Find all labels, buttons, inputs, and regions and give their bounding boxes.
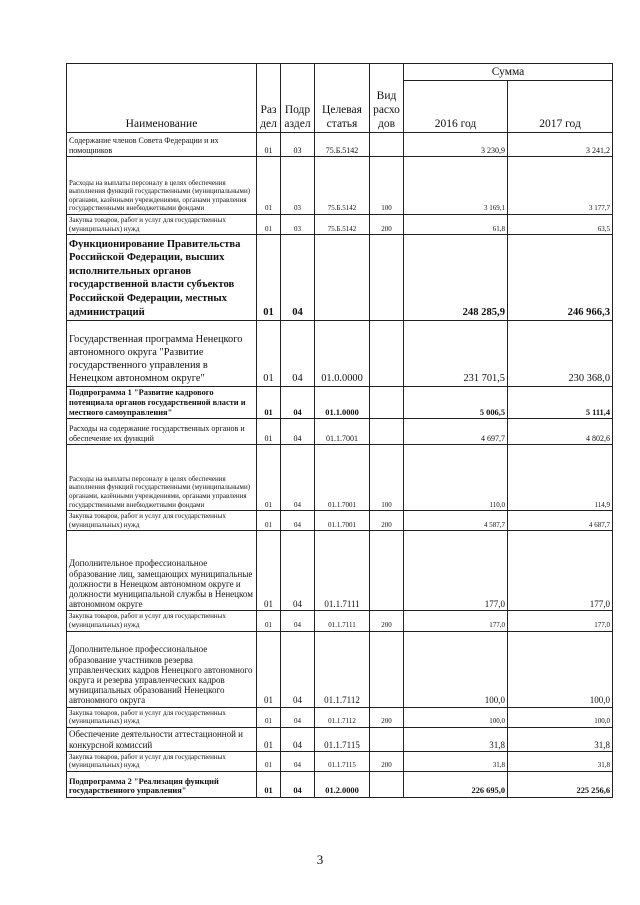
cell-vid: 200 xyxy=(370,751,404,771)
cell-2017: 177,0 xyxy=(508,611,613,631)
cell-podrazdel: 04 xyxy=(281,321,315,387)
cell-celevaya: 75.Б.5142 xyxy=(315,133,370,157)
cell-celevaya: 01.1.7115 xyxy=(315,727,370,751)
cell-name: Государственная программа Ненецкого автономного округа "Развитие государственного управления в Ненецком автономном округе" xyxy=(67,321,257,387)
cell-razdel: 01 xyxy=(257,727,281,751)
cell-2016: 31,8 xyxy=(404,727,508,751)
cell-podrazdel: 04 xyxy=(281,631,315,707)
cell-2016: 248 285,9 xyxy=(404,235,508,321)
table-row xyxy=(67,611,613,631)
cell-razdel: 01 xyxy=(257,511,281,531)
table-body xyxy=(67,133,613,798)
cell-2017: 3 241,2 xyxy=(508,133,613,157)
table-row xyxy=(67,235,613,321)
cell-podrazdel: 04 xyxy=(281,727,315,751)
cell-podrazdel: 03 xyxy=(281,215,315,235)
cell-2016: 3 230,9 xyxy=(404,133,508,157)
cell-podrazdel: 04 xyxy=(281,445,315,511)
cell-celevaya: 01.1.7001 xyxy=(315,511,370,531)
cell-razdel: 01 xyxy=(257,235,281,321)
cell-vid: 100 xyxy=(370,157,404,215)
cell-2017: 230 368,0 xyxy=(508,321,613,387)
cell-2016: 177,0 xyxy=(404,531,508,611)
cell-vid: 200 xyxy=(370,611,404,631)
table-row xyxy=(67,751,613,771)
cell-razdel: 01 xyxy=(257,751,281,771)
cell-name: Закупка товаров, работ и услуг для государственных (муниципальных) нужд xyxy=(67,751,257,771)
cell-2017: 114,9 xyxy=(508,445,613,511)
cell-razdel: 01 xyxy=(257,215,281,235)
table-row xyxy=(67,511,613,531)
cell-vid xyxy=(370,235,404,321)
cell-2016: 177,0 xyxy=(404,611,508,631)
table-row xyxy=(67,387,613,419)
page-number: 3 xyxy=(316,852,324,867)
cell-razdel: 01 xyxy=(257,771,281,797)
cell-name: Подпрограмма 1 "Развитие кадрового потенциала органов государственной власти и местного самоуправления" xyxy=(67,387,257,419)
header-year-2016: 2016 год xyxy=(404,81,508,133)
table-row xyxy=(67,419,613,445)
cell-2016: 3 169,1 xyxy=(404,157,508,215)
header-name: Наименование xyxy=(67,64,257,133)
table-row xyxy=(67,771,613,797)
cell-vid xyxy=(370,727,404,751)
cell-name: Закупка товаров, работ и услуг для государственных (муниципальных) нужд xyxy=(67,215,257,235)
cell-vid xyxy=(370,133,404,157)
cell-celevaya: 01.1.7111 xyxy=(315,531,370,611)
cell-celevaya: 01.1.7112 xyxy=(315,631,370,707)
header-podrazdel: Подр аздел xyxy=(281,64,315,133)
cell-celevaya: 01.0.0000 xyxy=(315,321,370,387)
cell-2017: 100,0 xyxy=(508,707,613,727)
table-row xyxy=(67,445,613,511)
cell-celevaya: 75.Б.5142 xyxy=(315,215,370,235)
cell-name: Расходы на выплаты персоналу в целях обеспечения выполнения функций государственными (муниципальными) органами, казёнными учреждениями, органами управления государственными внебюджетными фондами xyxy=(67,157,257,215)
table-row xyxy=(67,707,613,727)
header-summa: Сумма xyxy=(404,64,613,81)
cell-podrazdel: 04 xyxy=(281,511,315,531)
budget-table xyxy=(66,63,613,798)
cell-razdel: 01 xyxy=(257,321,281,387)
cell-podrazdel: 03 xyxy=(281,157,315,215)
cell-2016: 231 701,5 xyxy=(404,321,508,387)
cell-podrazdel: 04 xyxy=(281,751,315,771)
cell-2017: 177,0 xyxy=(508,531,613,611)
cell-razdel: 01 xyxy=(257,531,281,611)
cell-name: Расходы на выплаты персоналу в целях обеспечения выполнения функций государственными (муниципальными) органами, казёнными учреждениями, органами управления государственными внебюджетными фондами xyxy=(67,445,257,511)
cell-name: Обеспечение деятельности аттестационной и конкурсной комиссий xyxy=(67,727,257,751)
cell-vid: 200 xyxy=(370,511,404,531)
cell-vid xyxy=(370,419,404,445)
cell-razdel: 01 xyxy=(257,157,281,215)
cell-vid: 100 xyxy=(370,445,404,511)
cell-razdel: 01 xyxy=(257,611,281,631)
cell-name: Закупка товаров, работ и услуг для государственных (муниципальных) нужд xyxy=(67,611,257,631)
cell-celevaya: 01.2.0000 xyxy=(315,771,370,797)
cell-name: Расходы на содержание государственных органов и обеспечение их функций xyxy=(67,419,257,445)
cell-podrazdel: 04 xyxy=(281,235,315,321)
cell-2016: 226 695,0 xyxy=(404,771,508,797)
cell-podrazdel: 04 xyxy=(281,771,315,797)
cell-razdel: 01 xyxy=(257,707,281,727)
cell-vid xyxy=(370,771,404,797)
cell-2016: 5 006,5 xyxy=(404,387,508,419)
header-razdel: Раз дел xyxy=(257,64,281,133)
cell-celevaya: 01.1.0000 xyxy=(315,387,370,419)
cell-celevaya xyxy=(315,235,370,321)
table-row xyxy=(67,133,613,157)
cell-podrazdel: 04 xyxy=(281,707,315,727)
cell-celevaya: 01.1.7111 xyxy=(315,611,370,631)
cell-celevaya: 01.1.7001 xyxy=(315,445,370,511)
cell-2016: 4 697,7 xyxy=(404,419,508,445)
cell-name: Содержание членов Совета Федерации и их помощников xyxy=(67,133,257,157)
cell-podrazdel: 04 xyxy=(281,531,315,611)
header-vid: Вид расхо дов xyxy=(370,64,404,133)
cell-2017: 246 966,3 xyxy=(508,235,613,321)
cell-podrazdel: 03 xyxy=(281,133,315,157)
cell-2016: 61,8 xyxy=(404,215,508,235)
cell-2017: 100,0 xyxy=(508,631,613,707)
cell-2016: 110,0 xyxy=(404,445,508,511)
cell-podrazdel: 04 xyxy=(281,419,315,445)
cell-podrazdel: 04 xyxy=(281,387,315,419)
cell-2017: 4 687,7 xyxy=(508,511,613,531)
cell-name: Функционирование Правительства Российской Федерации, высших исполнительных органов государственной власти субъектов Российской Федерации, местных администраций xyxy=(67,235,257,321)
table-row xyxy=(67,321,613,387)
cell-vid xyxy=(370,321,404,387)
table-row xyxy=(67,215,613,235)
cell-2017: 5 111,4 xyxy=(508,387,613,419)
header-year-2017: 2017 год xyxy=(508,81,613,133)
table-row xyxy=(67,157,613,215)
header-row-top xyxy=(67,64,613,81)
cell-2017: 31,8 xyxy=(508,751,613,771)
cell-celevaya: 01.1.7115 xyxy=(315,751,370,771)
cell-razdel: 01 xyxy=(257,445,281,511)
cell-podrazdel: 04 xyxy=(281,611,315,631)
cell-2017: 225 256,6 xyxy=(508,771,613,797)
table-row xyxy=(67,727,613,751)
cell-name: Закупка товаров, работ и услуг для государственных (муниципальных) нужд xyxy=(67,511,257,531)
cell-vid: 200 xyxy=(370,215,404,235)
cell-2017: 4 802,6 xyxy=(508,419,613,445)
table-row xyxy=(67,631,613,707)
cell-vid: 200 xyxy=(370,707,404,727)
cell-razdel: 01 xyxy=(257,133,281,157)
cell-name: Закупка товаров, работ и услуг для государственных (муниципальных) нужд xyxy=(67,707,257,727)
cell-vid xyxy=(370,631,404,707)
cell-2016: 100,0 xyxy=(404,631,508,707)
cell-razdel: 01 xyxy=(257,419,281,445)
header-celevaya: Целевая статья xyxy=(315,64,370,133)
cell-vid xyxy=(370,531,404,611)
cell-2016: 31,8 xyxy=(404,751,508,771)
cell-2017: 3 177,7 xyxy=(508,157,613,215)
cell-2016: 100,0 xyxy=(404,707,508,727)
cell-celevaya: 01.1.7001 xyxy=(315,419,370,445)
cell-vid xyxy=(370,387,404,419)
cell-2016: 4 587,7 xyxy=(404,511,508,531)
table-row xyxy=(67,531,613,611)
cell-name: Дополнительное профессиональное образование лиц, замещающих муниципальные должности в Ненецком автономном округе и должности муниципальной службы в Ненецком автономном округе xyxy=(67,531,257,611)
cell-name: Подпрограмма 2 "Реализация функций государственного управления" xyxy=(67,771,257,797)
cell-razdel: 01 xyxy=(257,387,281,419)
cell-name: Дополнительное профессиональное образование участников резерва управленческих кадров Ненецкого автономного округа и резерва управленческих кадров муниципальных образований Ненецкого автономного округа xyxy=(67,631,257,707)
cell-2017: 63,5 xyxy=(508,215,613,235)
cell-celevaya: 01.1.7112 xyxy=(315,707,370,727)
cell-celevaya: 75.Б.5142 xyxy=(315,157,370,215)
cell-razdel: 01 xyxy=(257,631,281,707)
cell-2017: 31,8 xyxy=(508,727,613,751)
